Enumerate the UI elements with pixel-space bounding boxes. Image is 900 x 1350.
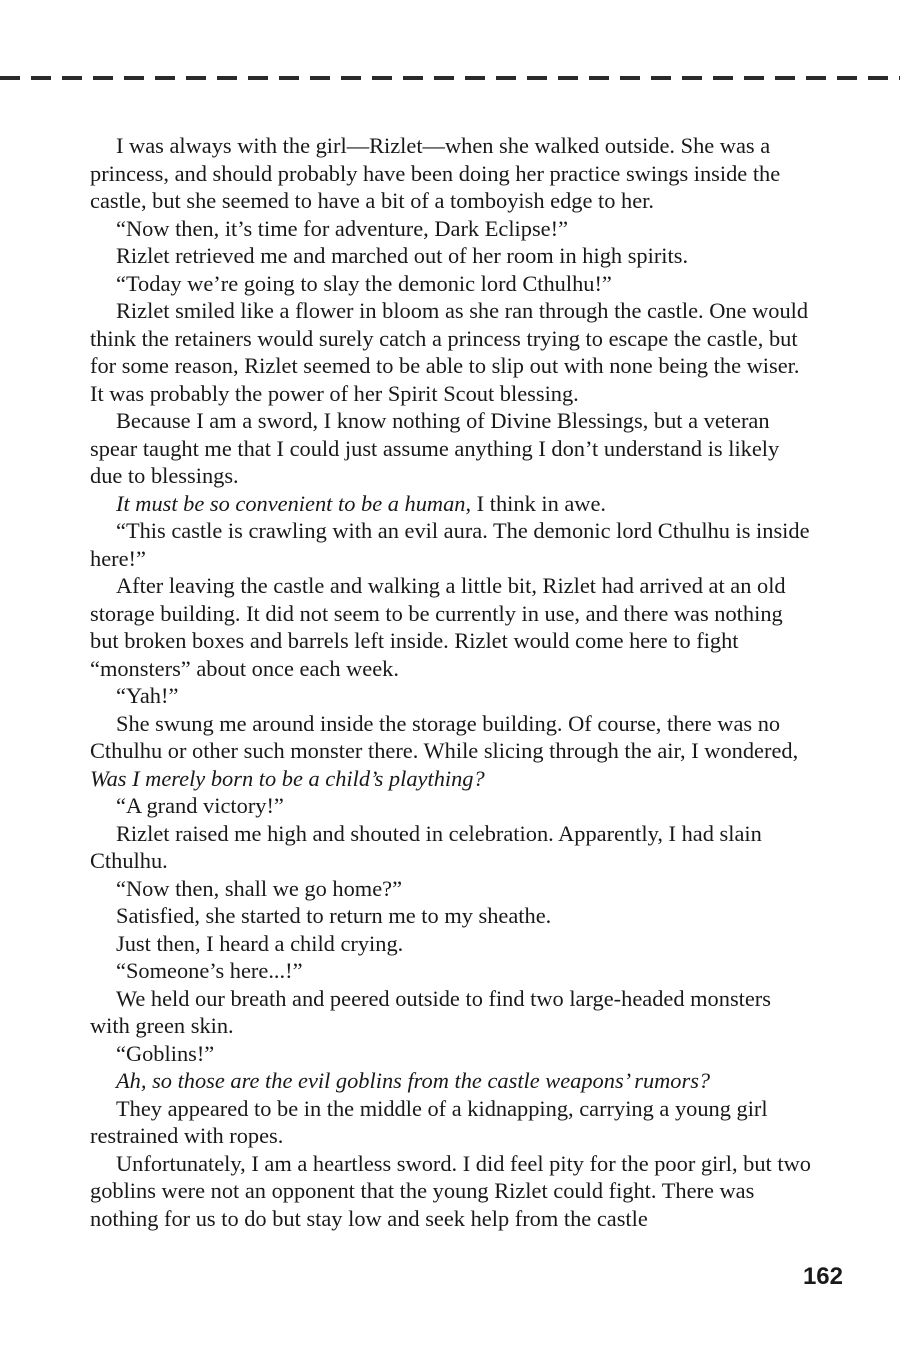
text-segment: “Today we’re going to slay the demonic lord Cthulhu!” — [116, 270, 612, 296]
paragraph — [90, 1095, 812, 1150]
paragraph — [90, 985, 812, 1040]
text-segment-italic: Ah, so those are the evil goblins from the castle weapons’ rumors? — [116, 1068, 711, 1093]
text-segment: , I think in awe. — [465, 490, 607, 516]
paragraph — [90, 1067, 812, 1095]
text-segment: Just then, I heard a child crying. — [116, 930, 404, 956]
text-segment: Satisfied, she started to return me to my sheathe. — [116, 903, 552, 928]
paragraph — [90, 820, 812, 875]
text-segment: “Now then, it’s time for adventure, Dark Eclipse!” — [116, 215, 569, 241]
paragraph — [90, 572, 812, 682]
paragraph — [90, 792, 812, 820]
page-number: 162 — [802, 1263, 843, 1290]
text-segment-italic: It must be so convenient to be a human — [116, 490, 466, 516]
text-segment: “This castle is crawling with an evil aura. The demonic lord Cthulhu is inside here!” — [90, 518, 810, 571]
text-segment: “Now then, shall we go home?” — [116, 875, 403, 901]
text-segment-italic: Was I merely born to be a child’s plaything? — [90, 765, 485, 791]
text-segment: “A grand victory!” — [116, 793, 284, 818]
text-segment: Rizlet retrieved me and marched out of her room in high spirits. — [116, 243, 689, 268]
paragraph — [90, 407, 812, 490]
paragraph — [90, 297, 812, 407]
paragraph — [90, 710, 812, 793]
text-segment: “Someone’s here...!” — [116, 958, 303, 983]
paragraph — [90, 875, 812, 903]
paragraph — [90, 215, 812, 243]
paragraph — [90, 242, 812, 270]
text-segment: Rizlet raised me high and shouted in celebration. Apparently, I had slain Cthulhu. — [90, 820, 762, 873]
text-segment: Rizlet smiled like a flower in bloom as she ran through the castle. One would think the retainers would surely catch a princess trying to escape the castle, but for some reason, Rizlet seemed to be able to slip out with none being the wiser. It was probably the power of her Spirit Scout blessing. — [90, 298, 809, 406]
paragraph — [90, 490, 812, 518]
text-segment: After leaving the castle and walking a little bit, Rizlet had arrived at an old storage building. It did not seem to be currently in use, and there was nothing but broken boxes and barrels left inside. Rizlet would come here to fight “monsters” about once each week. — [90, 573, 786, 681]
page-text — [90, 132, 812, 1232]
paragraph — [90, 1040, 812, 1068]
paragraph — [90, 1150, 812, 1233]
text-segment: “Yah!” — [116, 683, 179, 708]
page-divider-dashed-line — [0, 76, 900, 80]
text-segment: They appeared to be in the middle of a kidnapping, carrying a young girl restrained with ropes. — [90, 1095, 768, 1148]
paragraph — [90, 270, 812, 298]
text-segment: I was always with the girl—Rizlet—when she walked outside. She was a princess, and should probably have been doing her practice swings inside the castle, but she seemed to have a bit of a tomboyish edge to her. — [90, 133, 781, 213]
text-segment: “Goblins!” — [116, 1040, 215, 1066]
paragraph — [90, 902, 812, 930]
paragraph — [90, 957, 812, 985]
paragraph — [90, 682, 812, 710]
text-segment: Because I am a sword, I know nothing of Divine Blessings, but a veteran spear taught me that I could just assume anything I don’t understand is likely due to blessings. — [90, 408, 780, 488]
text-segment: Unfortunately, I am a heartless sword. I did feel pity for the poor girl, but two goblins were not an opponent that the young Rizlet could fight. There was nothing for us to do but stay low and seek help from the castle — [90, 1150, 811, 1231]
text-segment: We held our breath and peered outside to find two large-headed monsters with green skin. — [90, 985, 771, 1038]
paragraph — [90, 517, 812, 572]
paragraph — [90, 132, 812, 215]
text-segment: She swung me around inside the storage building. Of course, there was no Cthulhu or other such monster there. While slicing through the air, I wondered, — [90, 710, 799, 763]
paragraph — [90, 930, 812, 958]
